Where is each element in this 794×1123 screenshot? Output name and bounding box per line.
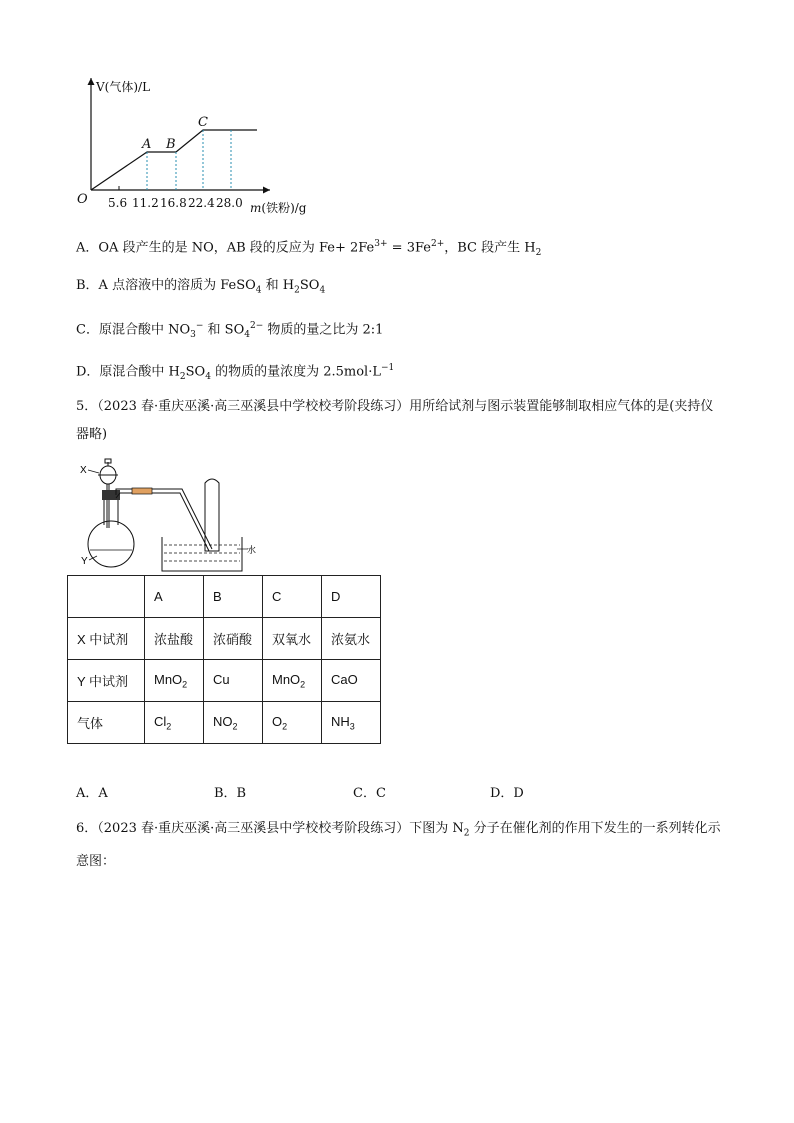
table-row-x	[68, 618, 381, 660]
table-header-cell: C	[263, 576, 322, 618]
tick-label: 22.4	[188, 196, 215, 210]
tick-label: 5.6	[108, 196, 128, 210]
option-d: D．原混合酸中 $H_2SO_4$ 的物质的量浓度为 $2.5mol\cdot L^{-1}$	[76, 363, 395, 382]
option-c: C．原混合酸中 $NO_3^-$ 和 $SO_4^{2-}$ 物质的量之比为 2:1	[76, 321, 384, 340]
choice-a[interactable]: A．A	[76, 786, 108, 801]
point-b-label: B	[166, 137, 176, 152]
table-cell: MnO$_2$	[145, 660, 204, 702]
reagent-table	[67, 575, 381, 744]
row-label: Y 中试剂	[68, 660, 145, 702]
tick-label: 28.0	[216, 196, 243, 210]
table-cell: 浓氨水	[322, 618, 381, 660]
row-label: X 中试剂	[68, 618, 145, 660]
y-axis-label: V(气体)/L	[96, 80, 151, 94]
label-x: X	[80, 465, 87, 476]
table-header-row	[68, 576, 381, 618]
label-water: 水	[247, 546, 257, 556]
tick-label: 16.8	[160, 196, 187, 210]
table-header-cell: D	[322, 576, 381, 618]
table-cell: $NH_3$	[322, 702, 381, 744]
table-row-y	[68, 660, 381, 702]
table-cell	[68, 576, 145, 618]
question-5-stem: 5．（2023 春·重庆巫溪·高三巫溪县中学校校考阶段练习）用所给试剂与图示装置能够制取相应气体的是(夹持仪器略)	[76, 399, 714, 442]
table-cell: CaO	[322, 660, 381, 702]
table-header-cell: A	[145, 576, 204, 618]
table-cell: MnO$_2$	[263, 660, 322, 702]
choice-d[interactable]: D．D	[490, 786, 524, 801]
x-axis-label: m(铁粉)/g	[250, 201, 307, 215]
choice-b[interactable]: B．B	[214, 786, 247, 801]
row-label: 气体	[68, 702, 145, 744]
table-cell: $Cl_2$	[145, 702, 204, 744]
volume-vs-iron-graph	[70, 70, 330, 220]
table-cell: Cu	[204, 660, 263, 702]
table-cell: $NO_2$	[204, 702, 263, 744]
choice-c[interactable]: C．C	[353, 786, 386, 801]
gas-apparatus-diagram	[72, 453, 262, 578]
tick-label: 11.2	[132, 196, 159, 210]
table-cell: $O_2$	[263, 702, 322, 744]
option-b: B．A 点溶液中的溶质为 FeSO$_4$ 和 $H_2SO_4$	[76, 278, 326, 296]
table-cell: 双氧水	[263, 618, 322, 660]
table-row-gas	[68, 702, 381, 744]
point-a-label: A	[142, 137, 152, 152]
label-y: Y	[81, 556, 88, 567]
question-6-stem: 6．（2023 春·重庆巫溪·高三巫溪县中学校校考阶段练习）下图为 $N_2$ 分子在催化剂的作用下发生的一系列转化示意图：	[76, 821, 721, 869]
point-c-label: C	[198, 115, 208, 130]
option-a: A．OA 段产生的是 NO，AB 段的反应为 $Fe+ 2Fe^{3+} = 3Fe^{2+}$，BC 段产生 $H_2$	[76, 239, 542, 258]
origin-label: O	[77, 192, 88, 207]
table-cell: 浓盐酸	[145, 618, 204, 660]
table-header-cell: B	[204, 576, 263, 618]
table-cell: 浓硝酸	[204, 618, 263, 660]
